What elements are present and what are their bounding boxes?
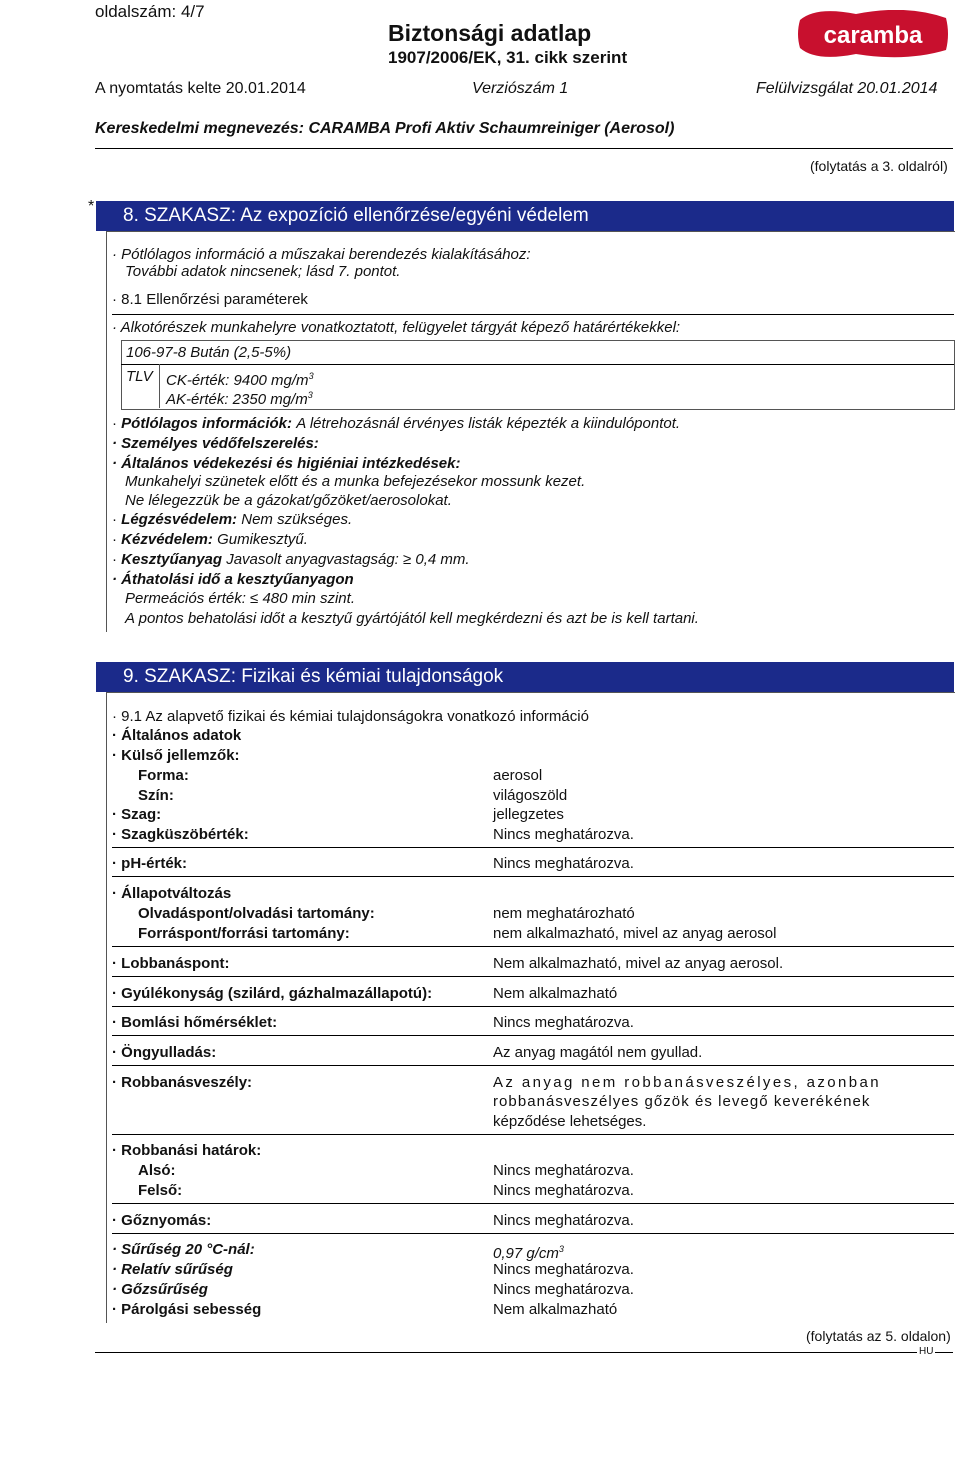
limit-table-col-divider (159, 364, 160, 408)
divider (112, 1035, 954, 1036)
relative-density-label: · Relatív sűrűség (112, 1260, 233, 1279)
vapor-density-label: · Gőzsűrűség (112, 1280, 208, 1299)
explosion-line-1: Az anyag nem robbanásveszélyes, azonban (493, 1074, 881, 1091)
relative-density-value: Nincs meghatározva. (493, 1261, 634, 1278)
continued-to: (folytatás az 5. oldalon) (806, 1328, 951, 1344)
vapor-pressure-value: Nincs meghatározva. (493, 1212, 634, 1229)
regulation: 1907/2006/EK, 31. cikk szerint (388, 48, 628, 67)
explosion-limits-label: · Robbanási határok: (112, 1141, 261, 1160)
form-value: aerosol (493, 767, 543, 784)
density-value: 0,97 $g/cm^3$ (493, 1244, 564, 1262)
explosion-line-3: képződése lehetséges. (493, 1113, 647, 1130)
odor-value: jellegzetes (493, 806, 564, 823)
self-ignition-value: Az anyag magától nem gyullad. (493, 1044, 703, 1061)
page-number: oldalszám: 4/7 (95, 2, 205, 21)
divider (112, 1203, 954, 1204)
divider (112, 876, 954, 877)
state-change-label: · Állapotváltozás (112, 884, 231, 903)
evaporation-value: Nem alkalmazható (493, 1301, 618, 1318)
print-date: A nyomtatás kelte 20.01.2014 (95, 80, 306, 97)
lower-limit-value: Nincs meghatározva. (493, 1162, 634, 1179)
tech-info-text: További adatok nincsenek; lásd 7. pontot. (125, 263, 401, 280)
svg-text:caramba: caramba (823, 22, 923, 49)
odor-threshold-value: Nincs meghatározva. (493, 826, 634, 843)
odor-label: · Szag: (112, 805, 161, 824)
section-8-title: 8. SZAKASZ: Az expozíció ellenőrzése/egyéni védelem (96, 201, 954, 231)
continued-from: (folytatás a 3. oldalról) (810, 158, 948, 174)
melting-label: Olvadáspont/olvadási tartomány: (138, 905, 375, 922)
divider (112, 314, 954, 315)
change-marker: * (88, 198, 95, 215)
appearance-label: · Külső jellemzők: (112, 746, 240, 765)
divider (112, 847, 954, 848)
divider (112, 1006, 954, 1007)
upper-limit-value: Nincs meghatározva. (493, 1182, 634, 1199)
lower-limit-label: Alsó: (138, 1162, 176, 1179)
flammability-value: Nem alkalmazható (493, 985, 618, 1002)
tech-info-label: · Pótlólagos információ a műszakai berendezés kialakításához: (112, 245, 531, 264)
odor-threshold-label: · Szagküszöbérték: (112, 825, 249, 844)
penetration-note: A pontos behatolási időt a kesztyű gyártójától kell megkérdezni és azt be is kell tartani. (125, 610, 699, 627)
vapor-pressure-label: · Gőznyomás: (112, 1211, 211, 1230)
limits-label: · Alkotórészek munkahelyre vonatkoztatott, felügyelet tárgyát képező határértékekkel: (112, 318, 680, 337)
language-code: HU (919, 1346, 934, 1357)
penetration-label: · Áthatolási idő a kesztyűanyagon (112, 570, 354, 589)
penetration-value: Permeációs érték: ≤ 480 min szint. (125, 590, 355, 607)
tlv-label: TLV (126, 368, 153, 385)
glove-material: · Kesztyűanyag Javasolt anyagvastagság: ≥ 0,4 mm. (112, 550, 470, 569)
flash-point-label: · Lobbanáspont: (112, 954, 230, 973)
ck-value: CK-érték: 9400 $mg/m^3$ (166, 371, 314, 389)
revision-date: Felülvizsgálat 20.01.2014 (756, 80, 938, 97)
hand-protection: · Kézvédelem: Gumikesztyű. (112, 530, 308, 549)
header-divider (95, 148, 953, 149)
upper-limit-label: Felső: (138, 1182, 183, 1199)
version: Verziószám 1 (472, 80, 569, 97)
explosion-label: · Robbanásveszély: (112, 1073, 252, 1092)
flash-point-value: Nem alkalmazható, mivel az anyag aerosol. (493, 955, 784, 972)
explosion-line-2: robbanásveszélyes gőzök és levegő keverékének (493, 1093, 871, 1110)
boiling-label: Forráspont/forrási tartomány: (138, 925, 350, 942)
evaporation-label: · Párolgási sebesség (112, 1300, 261, 1319)
ak-value: AK-érték: 2350 $mg/m^3$ (166, 390, 313, 408)
footer-divider (95, 1352, 953, 1353)
divider (112, 1065, 954, 1066)
ppe-label: · Személyes védőfelszerelés: (112, 434, 319, 453)
decomposition-label: · Bomlási hőmérséklet: (112, 1013, 277, 1032)
hygiene-line-1: Munkahelyi szünetek előtt és a munka befejezésekor mossunk kezet. (125, 473, 586, 490)
color-label: Szín: (138, 787, 174, 804)
respiratory-protection: · Légzésvédelem: Nem szükséges. (112, 510, 352, 529)
divider (112, 946, 954, 947)
ph-value: Nincs meghatározva. (493, 855, 634, 872)
boiling-value: nem alkalmazható, mivel az anyag aerosol (493, 925, 777, 942)
limit-table-divider (121, 364, 954, 365)
melting-value: nem meghatározható (493, 905, 635, 922)
extra-info: · Pótlólagos információk: A létrehozásnál érvényes listák képezték a kiindulópontot. (112, 414, 680, 433)
divider (112, 976, 954, 977)
control-params-heading: · 8.1 Ellenőrzési paraméterek (112, 290, 308, 309)
caramba-logo (796, 10, 950, 58)
ph-label: · pH-érték: (112, 854, 187, 873)
basic-info: · 9.1 Az alapvető fizikai és kémiai tulajdonságokra vonatkozó információ (112, 707, 589, 726)
divider (112, 1134, 954, 1135)
hygiene-label: · Általános védekezési és higiéniai intézkedések: (112, 454, 461, 473)
substance-name: 106-97-8 Bután (2,5-5%) (126, 344, 292, 361)
general-data: · Általános adatok (112, 726, 241, 745)
hygiene-line-2: Ne lélegezzük be a gázokat/gőzöket/aerosolokat. (125, 492, 452, 509)
divider (112, 1233, 954, 1234)
color-value: világoszöld (493, 787, 568, 804)
document-title: Biztonsági adatlap (388, 20, 592, 46)
form-label: Forma: (138, 767, 189, 784)
density-label: · Sűrűség 20 °C-nál: (112, 1240, 255, 1259)
decomposition-value: Nincs meghatározva. (493, 1014, 634, 1031)
vapor-density-value: Nincs meghatározva. (493, 1281, 634, 1298)
trade-name: Kereskedelmi megnevezés: CARAMBA Profi Aktiv Schaumreiniger (Aerosol) (95, 120, 675, 137)
section-9-title: 9. SZAKASZ: Fizikai és kémiai tulajdonságok (96, 662, 954, 692)
flammability-label: · Gyúlékonyság (szilárd, gázhalmazállapotú): (112, 984, 432, 1003)
self-ignition-label: · Öngyulladás: (112, 1043, 216, 1062)
